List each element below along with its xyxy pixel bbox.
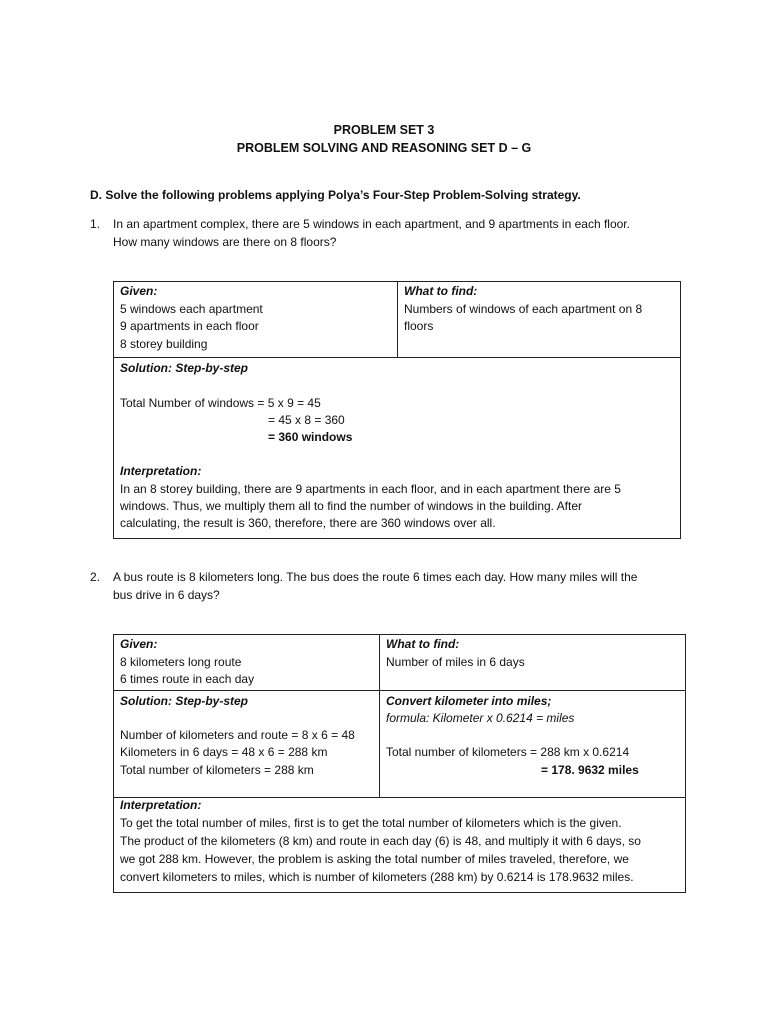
problem1-find-cell (404, 283, 642, 336)
problem1-question-line1: In an apartment complex, there are 5 windows in each apartment, and 9 apartments in each floor. (113, 217, 630, 231)
problem2-solution-line: Number of kilometers and route = 8 x 6 = 48 (120, 728, 355, 742)
problem1-solution-label: Solution: Step-by-step (120, 361, 248, 375)
problem2-number: 2. (90, 570, 101, 584)
section-d-instruction: D. Solve the following problems applying Polya’s Four-Step Problem-Solving strategy. (90, 188, 581, 202)
problem2-given-label: Given: (120, 637, 158, 651)
problem2-solution-line: Total number of kilometers = 288 km (120, 763, 314, 777)
problem1-question-line2: How many windows are there on 8 floors? (113, 235, 337, 249)
problem1-given-item: 5 windows each apartment (120, 301, 263, 316)
problem2-interpretation-label: Interpretation: (120, 798, 202, 812)
problem1-interpretation-line: In an 8 storey building, there are 9 apartments in each floor, and in each apartment there are 5 (120, 482, 621, 496)
problem2-given-item: 8 kilometers long route (120, 654, 242, 669)
problem1-given-cell (120, 283, 263, 353)
problem1-find-text: floors (404, 319, 434, 333)
problem2-convert-result: = 178. 9632 miles (541, 763, 639, 777)
problem1-given-item: 9 apartments in each floor (120, 319, 259, 333)
problem2-table-divider-h1 (113, 690, 686, 691)
problem2-question-line1: A bus route is 8 kilometers long. The bus does the route 6 times each day. How many miles will the (113, 570, 638, 584)
problem1-given-item: 8 storey building (120, 336, 208, 351)
problem2-interpretation-line: convert kilometers to miles, which is number of kilometers (288 km) by 0.6214 is 178.9632 miles. (120, 870, 634, 884)
problem1-interpretation-line: windows. Thus, we multiply them all to find the number of windows in the building. After (120, 499, 583, 513)
problem1-interpretation-line: calculating, the result is 360, therefore, there are 360 windows over all. (120, 516, 496, 530)
problem2-find-cell (386, 636, 525, 671)
page-title: PROBLEM SET 3 (333, 123, 435, 137)
problem1-find-label: What to find: (404, 284, 478, 298)
problem1-number: 1. (90, 217, 101, 231)
problem2-given-item: 6 times route in each day (120, 672, 255, 686)
problem1-interpretation-label: Interpretation: (120, 464, 202, 478)
problem1-table-divider-h (113, 357, 681, 358)
problem1-given-label: Given: (120, 284, 158, 298)
problem2-convert-label: Convert kilometer into miles; (386, 694, 552, 708)
page-subtitle: PROBLEM SOLVING AND REASONING SET D – G (236, 141, 532, 155)
problem2-given-cell (120, 636, 254, 689)
problem2-interpretation-line: To get the total number of miles, first is to get the total number of kilometers which is the given. (120, 816, 622, 830)
problem2-interpretation-line: we got 288 km. However, the problem is asking the total number of miles traveled, therefore, we (120, 852, 629, 866)
problem1-solution-line: Total Number of windows = 5 x 9 = 45 (120, 396, 321, 410)
problem2-formula: formula: Kilometer x 0.6214 = miles (386, 711, 575, 725)
problem1-solution-result: = 360 windows (268, 430, 353, 444)
problem2-convert-line: Total number of kilometers = 288 km x 0.6214 (386, 745, 630, 759)
problem1-find-text: Numbers of windows of each apartment on 8 (404, 301, 643, 316)
problem2-table-divider-v (379, 634, 380, 798)
problem1-solution-line: = 45 x 8 = 360 (268, 413, 345, 427)
problem2-interpretation-line: The product of the kilometers (8 km) and route in each day (6) is 48, and multiply it with 6 days, so (120, 834, 641, 848)
problem2-solution-label: Solution: Step-by-step (120, 694, 248, 708)
problem2-find-label: What to find: (386, 637, 460, 651)
problem2-solution-line: Kilometers in 6 days = 48 x 6 = 288 km (120, 745, 328, 759)
problem1-table-divider-v (397, 281, 398, 358)
problem2-find-text: Number of miles in 6 days (386, 654, 525, 669)
problem2-question-line2: bus drive in 6 days? (113, 588, 220, 602)
